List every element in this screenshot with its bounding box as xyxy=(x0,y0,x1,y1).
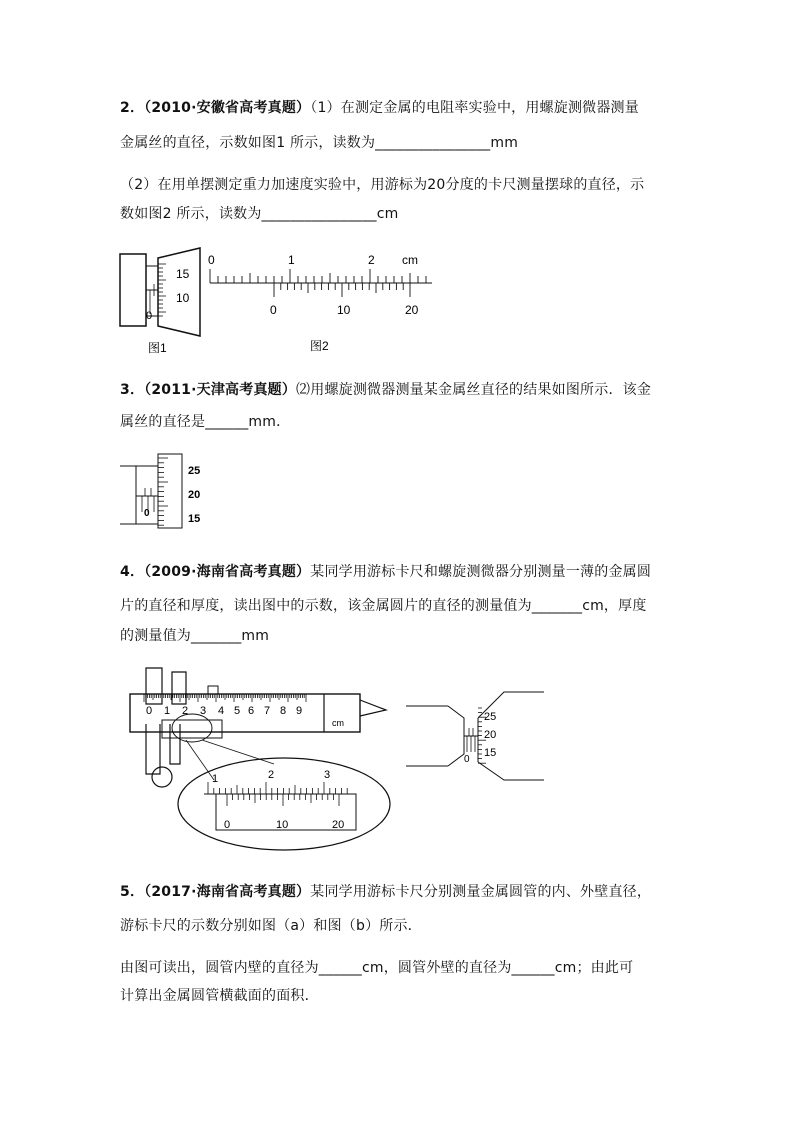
q3-number: 3． xyxy=(120,382,145,398)
q3-label-20: 20 xyxy=(188,489,201,501)
q2-part1-text-b: 金属丝的直径，示数如图1 所示，读数为________________mm xyxy=(120,135,519,151)
q2-line-1 xyxy=(120,98,639,118)
q4-line-1 xyxy=(120,562,651,582)
q5-line-1 xyxy=(120,882,651,902)
q4-micrometer-sleeve-label: 0 xyxy=(464,754,470,765)
q3-label-15: 15 xyxy=(188,513,201,525)
q4-source: （2009·海南省高考真题） xyxy=(144,564,311,580)
q4-text-c: 的测量值为_______mm xyxy=(120,628,270,644)
q2-part2-text-a: （2）在用单摆测定重力加速度实验中，用游标为20分度的卡尺测量摆球的直径，示 xyxy=(120,177,645,193)
q3-source: （2011·天津高考真题） xyxy=(144,382,297,398)
q3-micrometer-figure xyxy=(118,452,218,530)
fig2-main-label-2: 2 xyxy=(368,253,375,267)
q4-unit: cm xyxy=(332,718,344,728)
q2-source: （2010·安徽省高考真题） xyxy=(144,100,311,116)
fig2-vernier-label-20: 20 xyxy=(405,303,419,317)
q5-text-a: 某同学用游标卡尺分别测量金属圆管的内、外壁直径， xyxy=(310,884,652,900)
q4-main-label-4: 4 xyxy=(218,705,225,717)
q2-figure-1-micrometer xyxy=(118,244,208,359)
q4-micrometer-label-25: 25 xyxy=(484,711,497,723)
q4-zoom-main-1: 1 xyxy=(212,773,219,785)
fig2-main-label-0: 0 xyxy=(208,253,215,267)
q5-source: （2017·海南省高考真题） xyxy=(144,884,311,900)
q4-zoom-vernier-20: 20 xyxy=(332,819,345,831)
q5-text-b: 游标卡尺的示数分别如图（a）和图（b）所示． xyxy=(120,918,422,934)
q4-main-label-7: 7 xyxy=(264,705,271,717)
fig2-unit: cm xyxy=(402,253,418,267)
fig2-vernier-label-10: 10 xyxy=(337,303,351,317)
q4-main-label-1: 1 xyxy=(164,705,171,717)
q4-zoom-vernier-10: 10 xyxy=(276,819,289,831)
q4-main-label-6: 6 xyxy=(248,705,255,717)
q5-text-c: 由图可读出，圆管内壁的直径为______cm，圆管外壁的直径为______cm；由此可 xyxy=(120,960,634,976)
q3-label-25: 25 xyxy=(188,465,201,477)
fig1-label-10: 10 xyxy=(176,291,190,305)
q4-main-label-0: 0 xyxy=(146,705,153,717)
q2-part2-text-b: 数如图2 所示，读数为________________cm xyxy=(120,206,399,222)
q2-figure-2-vernier-scale xyxy=(200,248,440,358)
q4-vernier-caliper-figure xyxy=(124,664,394,854)
q4-main-label-3: 3 xyxy=(200,705,207,717)
q3-line-1 xyxy=(120,380,651,400)
fig1-caption: 图1 xyxy=(148,341,167,355)
q4-zoom-main-2: 2 xyxy=(268,769,275,781)
q4-number: 4． xyxy=(120,564,145,580)
fig2-main-label-1: 1 xyxy=(288,253,295,267)
fig2-vernier-label-0: 0 xyxy=(270,303,277,317)
q4-zoom-main-3: 3 xyxy=(324,769,331,781)
q4-main-label-5: 5 xyxy=(234,705,241,717)
q4-main-label-8: 8 xyxy=(280,705,287,717)
q3-text-a: ⑵用螺旋测微器测量某金属丝直径的结果如图所示．该金 xyxy=(296,382,652,398)
q4-zoom-vernier-0: 0 xyxy=(224,819,231,831)
q4-micrometer-label-20: 20 xyxy=(484,729,497,741)
q4-micrometer-figure xyxy=(404,688,546,784)
q4-text-b: 片的直径和厚度，读出图中的示数，该金属圆片的直径的测量值为_______cm，厚度 xyxy=(120,598,647,614)
fig2-caption: 图2 xyxy=(310,339,329,353)
q2-part1-text-a: （1）在测定金属的电阻率实验中，用螺旋测微器测量 xyxy=(310,100,639,116)
q5-text-d: 计算出金属圆管横截面的面积． xyxy=(120,988,319,1004)
q2-number: 2． xyxy=(120,100,145,116)
q3-sleeve-label: 0 xyxy=(144,508,150,519)
q4-main-label-2: 2 xyxy=(182,705,189,717)
q5-number: 5． xyxy=(120,884,145,900)
q3-text-b: 属丝的直径是______mm． xyxy=(120,414,291,430)
q4-text-a: 某同学用游标卡尺和螺旋测微器分别测量一薄的金属圆 xyxy=(310,564,652,580)
q4-main-label-9: 9 xyxy=(296,705,303,717)
fig1-label-15: 15 xyxy=(176,267,190,281)
fig1-label-0: 0 xyxy=(146,310,153,322)
q4-micrometer-label-15: 15 xyxy=(484,747,497,759)
